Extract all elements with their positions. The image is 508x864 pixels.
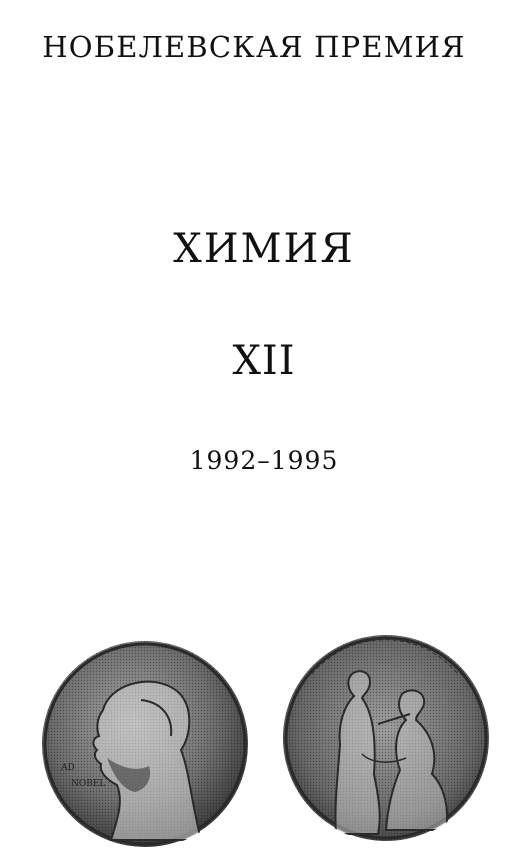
subject-title: ХИМИЯ (173, 226, 355, 272)
svg-text:AD: AD (61, 763, 75, 773)
nobel-portrait-medal-icon (41, 640, 249, 848)
svg-text:NOBEL: NOBEL (71, 779, 106, 789)
volume-number: XII (232, 338, 296, 384)
series-title: НОБЕЛЕВСКАЯ ПРЕМИЯ (42, 30, 466, 64)
allegorical-figures-medal-icon (282, 634, 490, 842)
year-range: 1992–1995 (189, 446, 339, 475)
